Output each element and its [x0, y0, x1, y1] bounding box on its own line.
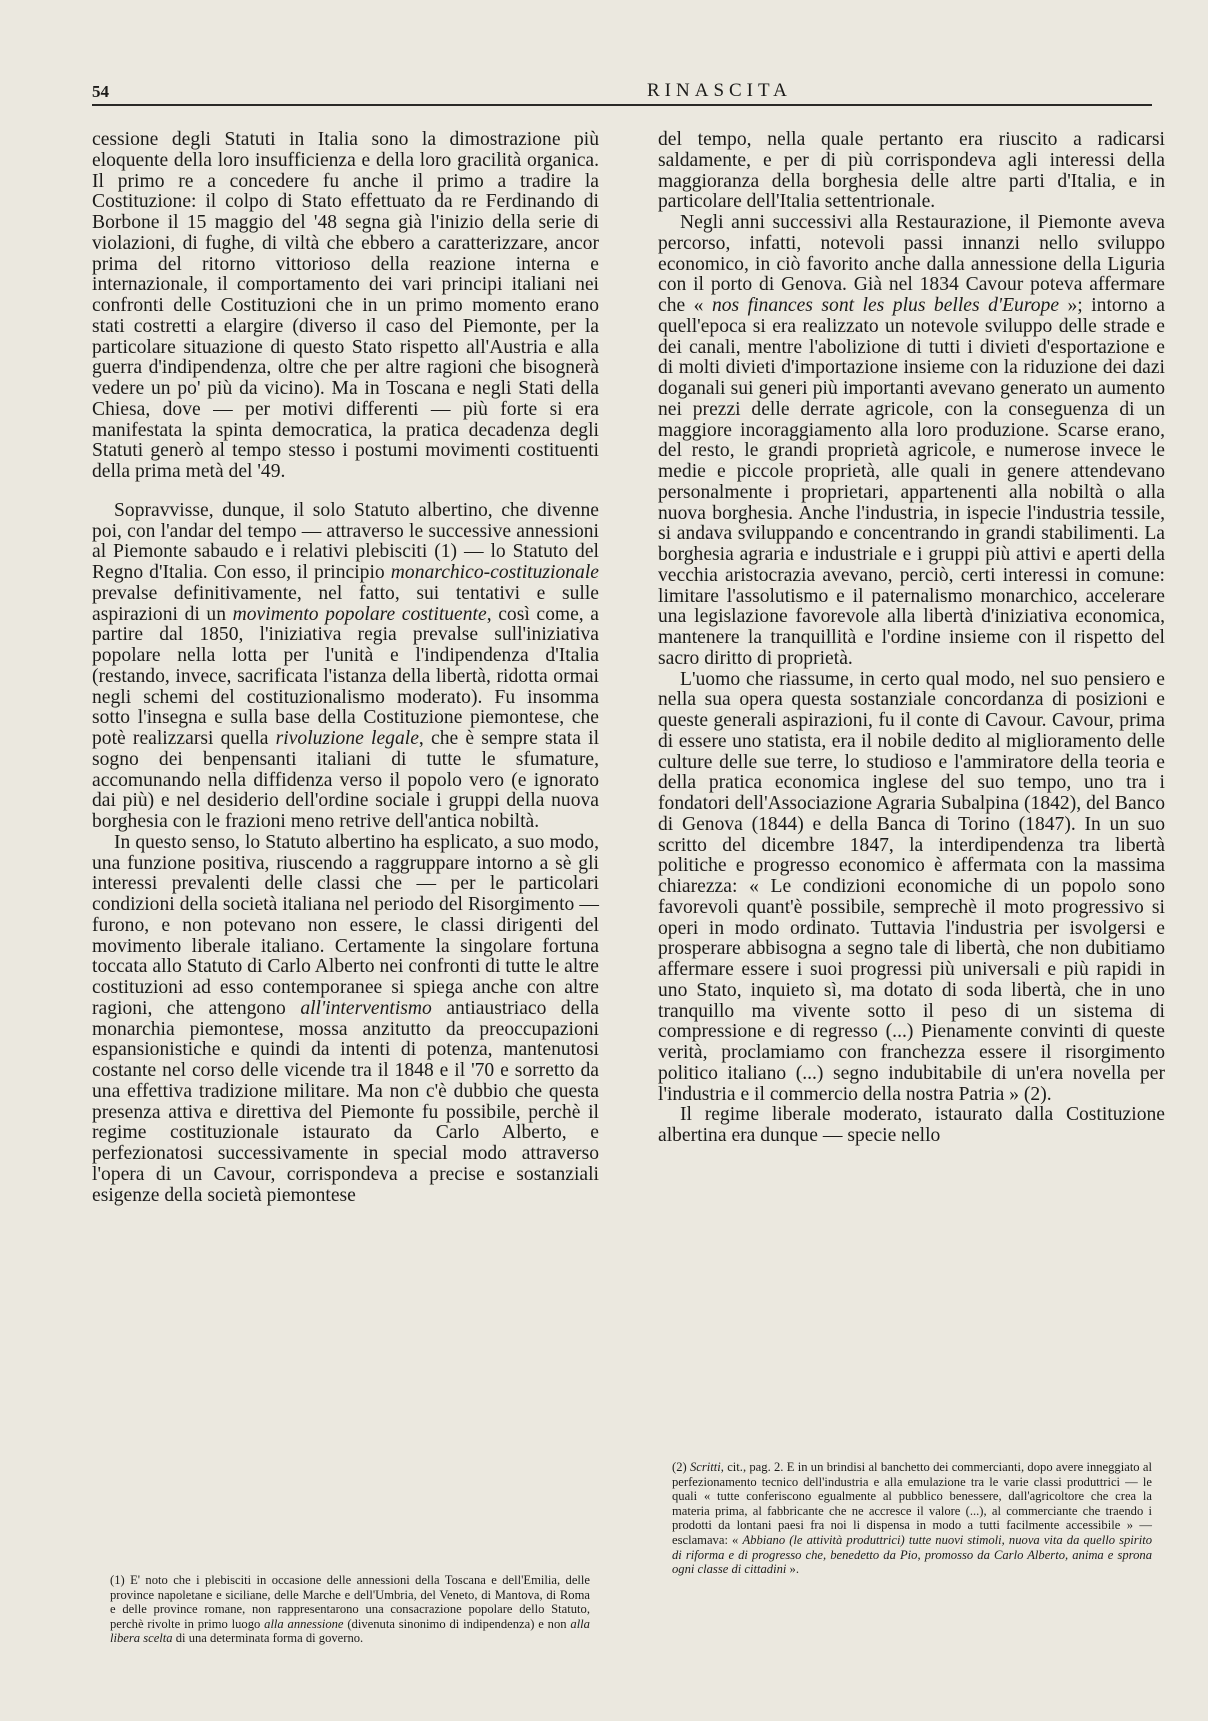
- right-paragraph-3: L'uomo che riassume, in certo qual modo, nel suo pensiero e nella sua opera questa sostanziale concordanza di posizioni e queste generali aspirazioni, fu il conte di Cavour. Cavour, prima di essere uno statista, era il nobile dedito al miglioramento delle culture delle sue terre, lo studioso e l'ammiratore della teoria e della pratica economica inglese del suo tempo, uno tra i fondatori dell'Associazione Agraria Subalpina (1842), del Banco di Genova (1844) e della Banca di Torino (1847). In un suo scritto del dicembre 1847, la interdipendenza tra libertà politiche e progresso economico è affermata con la massima chiarezza: « Le condizioni economiche di un popolo sono favorevoli quant'è possibile, semprechè il moto progressivo si operi in modo ordinato. Tuttavia l'industria per isvolgersi e prosperare abbisogna a segno tale di libertà, che non dubitiamo affermare essere i suoi progressi più universali e più rapidi in uno Stato, inquieto sì, ma dotato di soda libertà, che in uno tranquillo ma vivente sotto il peso di un sistema di compressione e di regresso (...) Pienamente convinti di queste verità, proclamiamo con franchezza essere il risorgimento politico italiano (...) segno indubitabile di un'era novella per l'industria e il commercio della nostra Patria » (2).: [658, 668, 1165, 1105]
- left-paragraph-3: In questo senso, lo Statuto albertino ha esplicato, a suo modo, una funzione positiva, riuscendo a raggruppare intorno a sè gli interessi prevalenti delle classi che — per le particolari condizioni della società italiana nel periodo del Risorgimento — furono, e non potevano non essere, le classi dirigenti del movimento liberale italiano. Certamente la singolare fortuna toccata allo Statuto di Carlo Alberto nei confronti di tutte le altre costituzioni ad esso contemporanee si spiega anche con altre ragioni, che attengono all'interventismo antiaustriaco della monarchia piemontese, mossa anzitutto da preoccupazioni espansionistiche e quindi da intenti di potenza, mantenutosi costante nel corso delle vicende tra il 1848 e il '70 e sorretto da una effettiva tradizione militare. Ma non c'è dubbio che questa presenza attiva e direttiva del Piemonte fu possibile, perchè il regime costituzionale istaurato da Carlo Alberto, e perfezionatosi successivamente in special modo attraverso l'opera di un Cavour, corrispondeva a precise e sostanziali esigenze della società piemontese: [92, 831, 599, 1206]
- footnote-1: (1) E' noto che i plebisciti in occasione delle annessioni della Toscana e dell'Emilia, delle province napoletane e siciliane, delle Marche e dell'Umbria, del Veneto, di Mantova, di Roma e delle province romane, non rappresentarono una consacrazione popolare dello Statuto, perchè rivolte in primo luogo alla annessione (divenuta sinonimo di indipendenza) e non alla libera scelta di una determinata forma di governo.: [110, 1573, 590, 1646]
- journal-title: RINASCITA: [647, 80, 792, 101]
- footnote-2: (2) Scritti, cit., pag. 2. E in un brindisi al banchetto dei commercianti, dopo avere inneggiato al perfezionamento tecnico dell'industria e alla emulazione tra le varie classi produttrici — le quali « tutte conferiscono egualmente al pubblico benessere, dall'agricoltore che crea la materia prima, al fabbricante che ne accresce il valore (...), al commerciante che traendo i prodotti da lontani paesi fra noi li dispensa in modo a tutti facilmente accessibile » — esclamava: « Abbiano (le attività produttrici) tutte nuovi stimoli, nuova vita da quello spirito di riforma e di progresso che, benedetto da Pio, promosso da Carlo Alberto, anima e sprona ogni classe di cittadini ».: [672, 1460, 1152, 1577]
- right-column: [658, 130, 1165, 1147]
- left-paragraph-1: cessione degli Statuti in Italia sono la dimostrazione più eloquente della loro insufficienza e della loro gracilità organica. Il primo re a concedere fu anche il primo a tradire la Costituzione: il colpo di Stato effettuato da re Ferdinando di Borbone il 15 maggio del '48 segna già l'inizio della serie di violazioni, di fughe, di viltà che ebbero a caratterizzare, ancor prima del ritorno vittorioso della reazione interna e internazionale, il comportamento dei vari principi italiani nei confronti delle Costituzioni che in un primo momento erano stati costretti a elargire (diverso il caso del Piemonte, per la particolare situazione di questo Stato rispetto all'Austria e alla guerra d'indipendenza, oltre che per altre ragioni che bisognerà vedere un po' più da vicino). Ma in Toscana e negli Stati della Chiesa, dove — per motivi differenti — più forte si era manifestata la spinta democratica, la pratica decadenza degli Statuti generò al tempo stesso i postumi movimenti costituenti della prima metà del '49.: [92, 129, 599, 482]
- page-header: [92, 76, 1152, 106]
- page-number: 54: [92, 82, 109, 101]
- right-paragraph-4: Il regime liberale moderato, istaurato dalla Costituzione albertina era dunque — specie nello: [658, 1104, 1165, 1146]
- header-rule: [92, 104, 1152, 106]
- right-paragraph-2: Negli anni successivi alla Restaurazione, il Piemonte aveva percorso, infatti, notevoli passi innanzi nello sviluppo economico, in ciò favorito anche dalla annessione della Liguria con il porto di Genova. Già nel 1834 Cavour poteva affermare che « nos finances sont les plus belles d'Europe »; intorno a quell'epoca si era realizzato un notevole sviluppo delle strade e dei canali, mentre l'abolizione di tutti i divieti d'esportazione e di molti divieti d'importazione insieme con la riduzione dei dazi doganali sui generi più importanti avevano generato un aumento nei prezzi delle derrate agricole, con la conseguenza di un maggiore incoraggiamento alla loro produzione. Scarse erano, del resto, le grandi proprietà agricole, e numerose invece le medie e piccole proprietà, alle quali in genere attendevano personalmente i proprietari, appartenenti alla nobiltà o alla nuova borghesia. Anche l'industria, in ispecie l'industria tessile, si andava sviluppando e concentrando in grandi stabilimenti. La borghesia agraria e industriale e i gruppi più attivi e aperti della vecchia aristocrazia avevano, perciò, certi interessi in comune: limitare l'assolutismo e il paternalismo monarchico, accelerare una legislazione favorevole alla libertà d'iniziativa economica, mantenere la tranquillità e l'ordine insieme con il rispetto del sacro diritto di proprietà.: [658, 212, 1165, 669]
- right-paragraph-1: del tempo, nella quale pertanto era riuscito a radicarsi saldamente, e per di più corrispondeva agli interessi della maggioranza della borghesia delle altre parti d'Italia, e in particolare dell'Italia settentrionale.: [658, 129, 1165, 213]
- left-column: [92, 130, 599, 1206]
- left-paragraph-2: Sopravvisse, dunque, il solo Statuto albertino, che divenne poi, con l'andar del tempo — attraverso le successive annessioni al Piemonte sabaudo e i relativi plebisciti (1) — lo Statuto del Regno d'Italia. Con esso, il principio monarchico-costituzionale prevalse definitivamente, nel fatto, sui tentativi e sulle aspirazioni di un movimento popolare costituente, così come, a partire dal 1850, l'iniziativa regia prevalse sull'iniziativa popolare nella lotta per l'unità e l'indipendenza d'Italia (restando, invece, sacrificata l'istanza della libertà, ridotta ormai negli schemi del costituzionalismo moderato). Fu insomma sotto l'insegna e sulla base della Costituzione piemontese, che potè realizzarsi quella rivoluzione legale, che è sempre stata il sogno dei benpensanti italiani di tutte le sfumature, accomunando nella diffidenza verso il popolo vero (e ignorato dai più) e nel desiderio dell'ordine sociale i gruppi della nuova borghesia con le frazioni meno retrive dell'antica nobiltà.: [92, 499, 600, 832]
